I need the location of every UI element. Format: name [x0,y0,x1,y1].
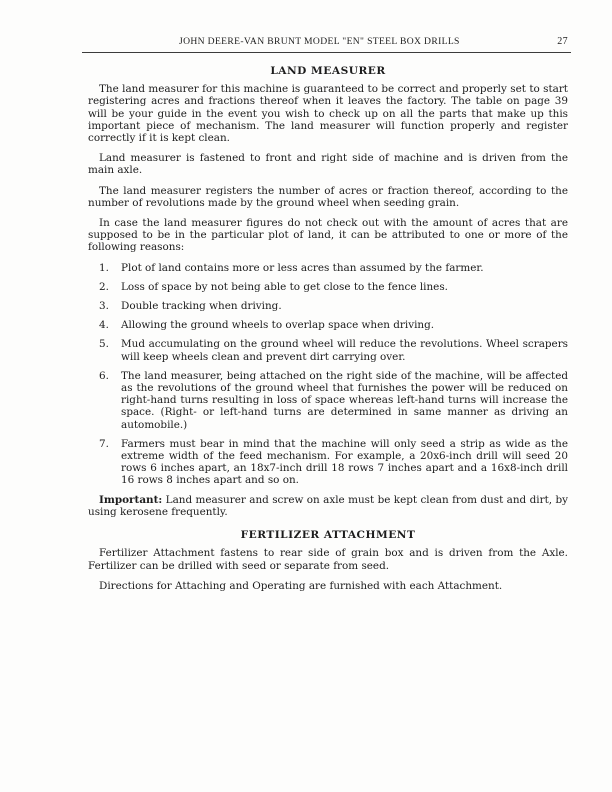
paragraph: The land measurer for this machine is guaranteed to be correct and properly set to start registering acres and fractions thereof when it leaves the factory. The table on page 39 will be your guide in the event you wish to check up on all the parts that make up this important piece of mechanism. The land measurer will function properly and register correctly if it is kept clean. [88,83,568,145]
list-item-number: 1. [99,261,109,274]
important-label: Important: [99,493,163,506]
list-item-text: Farmers must bear in mind that the machine will only seed a strip as wide as the extreme width of the feed mechanism. For example, a 20x6-inch drill will seed 20 rows 6 inches apart, an 18x7-inch drill 18 rows 7 inches apart and a 16x8-inch drill 16 rows 8 inches apart and so on. [121,437,568,487]
reasons-list [88,262,568,487]
page-number: 27 [557,36,568,47]
list-item [88,300,568,312]
list-item-text: Double tracking when driving. [121,300,282,313]
list-item [88,438,568,487]
paragraph: Land measurer is fastened to front and right side of machine and is driven from the main axle. [88,152,568,177]
list-item-text: Mud accumulating on the ground wheel will reduce the revolutions. Wheel scrapers will keep wheels clean and prevent dirt carrying over. [121,338,568,363]
list-item-number: 3. [99,300,109,313]
list-item-text: Plot of land contains more or less acres than assumed by the farmer. [121,261,484,274]
list-item [88,319,568,331]
list-item-text: Loss of space by not being able to get close to the fence lines. [121,280,448,293]
running-title: JOHN DEERE-VAN BRUNT MODEL "EN" STEEL BOX DRILLS [179,36,460,47]
header-rule [82,52,571,53]
list-item [88,338,568,362]
list-item-number: 7. [99,437,109,450]
list-item-number: 2. [99,280,109,293]
list-item-number: 4. [99,319,109,332]
list-item-text: Allowing the ground wheels to overlap space when driving. [121,319,435,332]
page-body [88,65,568,600]
paragraph: Directions for Attaching and Operating are furnished with each Attachment. [99,579,503,592]
list-item-text: The land measurer, being attached on the right side of the machine, will be affected as the revolutions of the ground wheel that furnishes the power will be reduced on right-hand turns resulting in loss of space whereas left-hand turns will increase the space. (Right- or left-hand turns are determined in same manner as driving an automobile.) [121,369,568,431]
paragraph: The land measurer registers the number of acres or fraction thereof, according to the number of revolutions made by the ground wheel when seeding grain. [88,184,568,209]
list-item [88,262,568,274]
paragraph: Fertilizer Attachment fastens to rear side of grain box and is driven from the Axle. Fertilizer can be drilled with seed or separate from seed. [88,547,568,572]
list-item-number: 6. [99,369,109,382]
list-item [88,281,568,293]
section-title-fertilizer-attachment: FERTILIZER ATTACHMENT [240,529,416,542]
important-text: Land measurer and screw on axle must be kept clean from dust and dirt, by using kerosene frequently. [88,493,568,518]
important-note [88,494,568,518]
paragraph: In case the land measurer figures do not check out with the amount of acres that are supposed to be in the particular plot of land, it can be attributed to one or more of the following reasons: [88,217,568,254]
section-title-land-measurer: LAND MEASURER [270,65,386,77]
list-item [88,370,568,431]
list-item-number: 5. [99,338,109,351]
